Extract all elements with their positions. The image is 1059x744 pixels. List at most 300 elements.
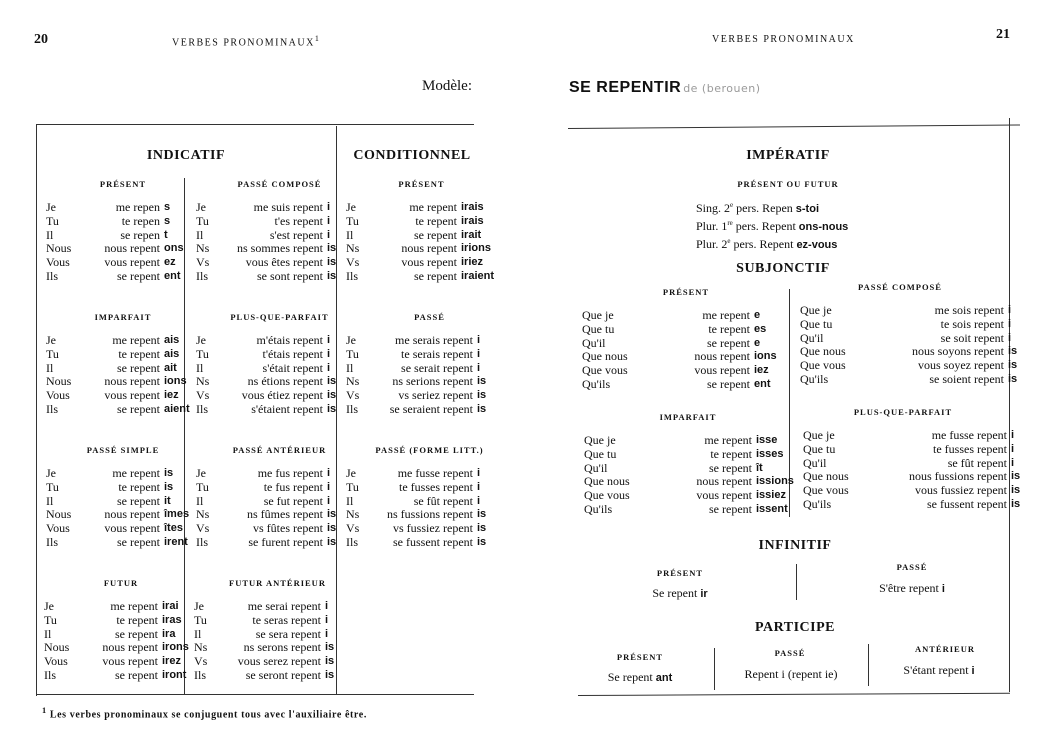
running-head-left bbox=[172, 34, 319, 48]
verb-stem: nous repent bbox=[102, 640, 158, 655]
pronoun: Ils bbox=[196, 534, 208, 549]
verb-stem: pers. Repent bbox=[730, 237, 797, 251]
conjugation-row bbox=[800, 332, 1017, 346]
verb-ending: is bbox=[1008, 345, 1018, 358]
verb-stem: me fusse repent bbox=[931, 428, 1007, 442]
form-stem: Repent i (repent ie) bbox=[744, 667, 838, 681]
verb-stem: se repent bbox=[117, 268, 160, 283]
conjugation-row bbox=[46, 201, 200, 215]
pronoun: Ils bbox=[346, 268, 358, 283]
tense-block-conditionnel-passe bbox=[346, 312, 513, 417]
verb-ending: ira bbox=[162, 627, 176, 640]
conjugation-row bbox=[194, 641, 361, 655]
tense-label: PASSÉ bbox=[414, 312, 445, 322]
conjugation-row bbox=[196, 256, 363, 270]
verb-stem: te serais repent bbox=[401, 346, 473, 361]
pronoun: Tu bbox=[44, 612, 57, 627]
verb-stem: nous repent bbox=[104, 241, 160, 256]
tense-label: PASSÉ COMPOSÉ bbox=[237, 179, 322, 189]
participe-present-form bbox=[580, 670, 700, 685]
conjugation-row bbox=[194, 628, 361, 642]
conjugation-row bbox=[196, 242, 363, 256]
verb-ending: i bbox=[327, 494, 331, 507]
conjugation-row bbox=[346, 403, 513, 417]
pronoun: Tu bbox=[346, 479, 359, 494]
pronoun: Que nous bbox=[582, 349, 628, 364]
conjugation-row bbox=[800, 373, 1017, 387]
verb-stem: me repent bbox=[110, 599, 158, 613]
conjugation-row bbox=[196, 536, 363, 550]
footnote-ref: 1 bbox=[314, 34, 319, 43]
verb-ending: is bbox=[1011, 484, 1021, 497]
participe-passe-form bbox=[726, 667, 856, 682]
verb-ending: issions bbox=[756, 475, 794, 488]
participe-anterieur-form bbox=[874, 663, 1004, 678]
conjugation-row bbox=[584, 489, 794, 503]
verb-stem: se repent bbox=[117, 360, 160, 375]
verb-stem: te repent bbox=[708, 321, 750, 336]
pronoun: Ns bbox=[346, 241, 360, 256]
pronoun: Vs bbox=[196, 388, 210, 403]
conjugation-row bbox=[196, 467, 363, 481]
conjugation-row bbox=[196, 215, 363, 229]
verb-ending: is bbox=[477, 535, 487, 548]
verb-ending: is bbox=[477, 375, 487, 388]
pronoun: Que je bbox=[800, 303, 832, 317]
verb-stem: se fussent repent bbox=[927, 496, 1007, 511]
verb-ending: i bbox=[1011, 456, 1015, 469]
pronoun: Que je bbox=[582, 308, 614, 322]
conjugation-row bbox=[346, 242, 497, 256]
verb-ending: i bbox=[325, 627, 329, 640]
pronoun: Ns bbox=[196, 507, 210, 522]
conjugation-row bbox=[44, 628, 198, 642]
verb-ending: irons bbox=[162, 641, 189, 654]
pronoun: Il bbox=[196, 360, 204, 375]
verb-ending: is bbox=[327, 375, 337, 388]
tense-label: PASSÉ COMPOSÉ bbox=[858, 282, 942, 292]
verb-stem: vous repent bbox=[104, 255, 160, 270]
verb-stem: nous repent bbox=[104, 507, 160, 522]
tense-label: IMPARFAIT bbox=[659, 412, 717, 422]
conjugation-row bbox=[584, 462, 794, 476]
tense-label: PRÉSENT bbox=[99, 179, 147, 189]
conjugation-row bbox=[46, 481, 200, 495]
imperatif-row bbox=[696, 216, 848, 234]
conjugation-row bbox=[346, 270, 497, 284]
verb-stem: s'est repent bbox=[269, 227, 323, 242]
verb-stem: vous étiez repent bbox=[241, 388, 323, 403]
verb-ending: is bbox=[327, 508, 337, 521]
pronoun: Nous bbox=[44, 640, 70, 655]
pronoun: Que nous bbox=[584, 474, 630, 489]
verb-stem: vs fûtes repent bbox=[253, 521, 323, 536]
running-head-right: VERBES PRONOMINAUX bbox=[712, 34, 855, 45]
pronoun: Je bbox=[46, 200, 56, 214]
tense-block-indicatif-passe-simple bbox=[46, 445, 200, 550]
verb-ending: ent bbox=[754, 377, 771, 390]
verb-stem: se sera repent bbox=[255, 626, 321, 641]
verb-stem: se repent bbox=[117, 534, 160, 549]
verb-stem: t'étais repent bbox=[262, 346, 323, 361]
pronoun: Il bbox=[46, 493, 54, 508]
conjugation-row bbox=[346, 481, 513, 495]
verb-stem: te repent bbox=[116, 612, 158, 627]
pronoun: Il bbox=[46, 360, 54, 375]
verb-ending: i bbox=[327, 214, 331, 227]
verb-ending: is bbox=[325, 641, 335, 654]
conjugation-row bbox=[803, 443, 1020, 457]
table-top-border-left bbox=[36, 124, 474, 125]
pronoun: Ns bbox=[346, 507, 360, 522]
verb-ending: irent bbox=[164, 535, 188, 548]
pronoun: Qu'ils bbox=[582, 376, 611, 391]
verb-stem: ns fussions repent bbox=[387, 507, 473, 522]
verb-ending: is bbox=[1008, 372, 1018, 385]
verb-ending: irais bbox=[461, 214, 484, 227]
pronoun: Ils bbox=[194, 667, 206, 682]
pronoun: Tu bbox=[46, 346, 59, 361]
verb-ending: is bbox=[327, 269, 337, 282]
conjugation-row bbox=[46, 362, 200, 376]
verb-stem: se repent bbox=[414, 227, 457, 242]
verb-ending: ez-vous bbox=[796, 239, 838, 251]
verb-ending: i bbox=[477, 347, 481, 360]
pronoun: Vs bbox=[196, 521, 210, 536]
verb-stem: se soit repent bbox=[940, 330, 1004, 345]
verb-ending: aient bbox=[164, 402, 190, 415]
conjugation-row bbox=[46, 403, 200, 417]
verb-stem: vous repent bbox=[102, 654, 158, 669]
conjugation-row bbox=[196, 495, 363, 509]
conjugation-row bbox=[194, 600, 361, 614]
verb-stem: te repent bbox=[415, 213, 457, 228]
verb-ending: issiez bbox=[756, 489, 786, 502]
mood-title-infinitif: INFINITIF bbox=[758, 538, 832, 553]
conjugation-row bbox=[46, 467, 200, 481]
running-head-text: VERBES PRONOMINAUX bbox=[172, 37, 315, 49]
verb-stem: t'es repent bbox=[274, 213, 323, 228]
footnote-marker: 1 bbox=[42, 706, 47, 715]
verb-ending: e bbox=[754, 309, 761, 321]
verb-ending: is bbox=[477, 402, 487, 415]
verb-stem: ns serons repent bbox=[243, 640, 321, 655]
verb-ending: i bbox=[327, 347, 331, 360]
pronoun: Tu bbox=[196, 346, 209, 361]
verb-stem: pers. Repent bbox=[732, 219, 799, 233]
verb-ending: iriez bbox=[461, 256, 484, 269]
pronoun: Ils bbox=[44, 667, 56, 682]
verb-ending: is bbox=[164, 467, 174, 479]
verb-ending: i bbox=[477, 480, 481, 493]
tense-block-indicatif-present bbox=[46, 179, 200, 284]
verb-stem: te repent bbox=[118, 479, 160, 494]
conjugation-row bbox=[584, 503, 794, 517]
pronoun: Qu'ils bbox=[800, 371, 829, 386]
infinitif-divider bbox=[796, 564, 797, 600]
pronoun: Il bbox=[194, 626, 202, 641]
conjugation-row bbox=[196, 348, 363, 362]
conjugation-row bbox=[46, 389, 200, 403]
verb-stem: se furent repent bbox=[248, 534, 323, 549]
tense-label: PLUS-QUE-PARFAIT bbox=[230, 312, 329, 322]
tense-block-indicatif-passe-anterieur bbox=[196, 445, 363, 550]
verb-stem: se repent bbox=[709, 501, 752, 516]
conjugation-row bbox=[346, 256, 497, 270]
pronoun: Ils bbox=[196, 268, 208, 283]
conjugation-row bbox=[46, 495, 200, 509]
pronoun: Tu bbox=[196, 213, 209, 228]
verb-ending: irai bbox=[162, 600, 179, 612]
conjugation-row bbox=[46, 348, 200, 362]
pronoun: Nous bbox=[46, 507, 72, 522]
tense-label: PASSÉ (FORME LITT.) bbox=[375, 445, 484, 455]
pronoun: Ils bbox=[46, 401, 58, 416]
verb-stem: vous repent bbox=[104, 388, 160, 403]
tense-block-subjonctif-passe-compose bbox=[800, 282, 1017, 387]
conjugation-row bbox=[582, 323, 790, 337]
verb-stem: se repent bbox=[117, 401, 160, 416]
verb-stem: vous êtes repent bbox=[245, 255, 323, 270]
pronoun: Il bbox=[346, 227, 354, 242]
form-stem: Se repent bbox=[607, 670, 656, 684]
table-right-border bbox=[1009, 118, 1010, 692]
verb-stem: ns fûmes repent bbox=[247, 507, 323, 522]
verb-stem: se seront repent bbox=[245, 667, 321, 682]
pronoun: Je bbox=[346, 200, 356, 214]
person-number: Plur. 2 bbox=[696, 237, 728, 251]
pronoun: Ns bbox=[196, 241, 210, 256]
verb-ending: iras bbox=[162, 613, 182, 626]
verb-ending: e bbox=[754, 336, 761, 349]
verb-stem: me suis repent bbox=[253, 200, 323, 214]
pronoun: Il bbox=[196, 493, 204, 508]
verb-stem: nous soyons repent bbox=[912, 344, 1004, 359]
verb-ending: is bbox=[477, 522, 487, 535]
conjugation-row bbox=[800, 359, 1017, 373]
verb-ending: îtes bbox=[164, 522, 183, 535]
form-stem: S'être repent bbox=[879, 581, 942, 595]
imperatif-row bbox=[696, 198, 848, 216]
conjugation-row bbox=[346, 201, 497, 215]
conjugation-row bbox=[346, 508, 513, 522]
verb-ending: is bbox=[164, 480, 174, 493]
tense-block-indicatif-passe-compose bbox=[196, 179, 363, 284]
model-label: Modèle: bbox=[422, 78, 472, 94]
verb-ending: is bbox=[327, 402, 337, 415]
conjugation-row bbox=[800, 318, 1017, 332]
tense-block-conditionnel-passe-litt bbox=[346, 445, 513, 550]
verb-stem: se soient repent bbox=[929, 371, 1004, 386]
verb-ending: ons-nous bbox=[798, 221, 849, 233]
verb-ending: isses bbox=[756, 447, 784, 460]
verb-ending: i bbox=[327, 480, 331, 493]
conjugation-row bbox=[46, 229, 200, 243]
conjugation-row bbox=[46, 215, 200, 229]
pronoun: Vous bbox=[46, 388, 70, 403]
page-number-left: 20 bbox=[34, 32, 48, 47]
pronoun: Tu bbox=[346, 213, 359, 228]
verb-stem: me repent bbox=[704, 433, 752, 447]
tense-block-indicatif-futur-anterieur bbox=[194, 578, 361, 683]
conjugation-row bbox=[346, 348, 513, 362]
verb-ending: ons bbox=[164, 242, 184, 255]
conjugation-row bbox=[44, 655, 198, 669]
pronoun: Ils bbox=[346, 534, 358, 549]
verb-ending: i bbox=[1008, 304, 1012, 316]
verb-ending: iront bbox=[162, 668, 187, 681]
verb-ending: i bbox=[327, 361, 331, 374]
verb-ending: ît bbox=[756, 461, 763, 474]
ordinal-suffix: e bbox=[730, 201, 734, 209]
verb-ending: i bbox=[327, 334, 331, 346]
verb-stem: vous repent bbox=[694, 363, 750, 378]
verb-ending: it bbox=[164, 494, 171, 507]
verb-ending: es bbox=[754, 322, 767, 335]
pronoun: Ils bbox=[346, 401, 358, 416]
page-number-right: 21 bbox=[996, 27, 1010, 42]
verb-title bbox=[569, 79, 761, 97]
conjugation-row bbox=[346, 467, 513, 481]
verb-ending: isse bbox=[756, 434, 778, 446]
verb-stem: te repent bbox=[118, 346, 160, 361]
verb-stem: me repent bbox=[112, 333, 160, 347]
conjugation-row bbox=[196, 270, 363, 284]
conjugation-row bbox=[196, 334, 363, 348]
verb-stem: se repent bbox=[414, 268, 457, 283]
conjugation-row bbox=[196, 508, 363, 522]
conjugation-row bbox=[803, 470, 1020, 484]
verb-ending: i bbox=[327, 467, 331, 479]
tense-label: IMPARFAIT bbox=[94, 312, 152, 322]
conjugation-row bbox=[196, 362, 363, 376]
verb-ending: t bbox=[164, 228, 168, 241]
pronoun: Il bbox=[46, 227, 54, 242]
verb-stem: nous repent bbox=[696, 474, 752, 489]
conjugation-row bbox=[44, 600, 198, 614]
verb-stem: se repen bbox=[120, 227, 160, 242]
verb-ending: ez bbox=[164, 256, 176, 269]
tense-label: PLUS-QUE-PARFAIT bbox=[853, 407, 953, 417]
pronoun: Que vous bbox=[800, 358, 846, 373]
verb-stem: te repent bbox=[710, 446, 752, 461]
mood-title-subjonctif: SUBJONCTIF bbox=[736, 261, 830, 276]
pronoun: Je bbox=[196, 333, 206, 347]
verb-ending: is bbox=[327, 242, 337, 255]
verb-stem: vous repent bbox=[696, 488, 752, 503]
tense-label: PASSÉ ANTÉRIEUR bbox=[232, 445, 327, 455]
pronoun: Vs bbox=[346, 388, 360, 403]
pronoun: Que nous bbox=[803, 469, 849, 484]
verb-ending: i bbox=[477, 334, 481, 346]
verb-stem: vous soyez repent bbox=[918, 358, 1004, 373]
conjugation-row bbox=[46, 522, 200, 536]
pronoun: Il bbox=[196, 227, 204, 242]
pronoun: Vs bbox=[196, 255, 210, 270]
verb-stem: se repent bbox=[115, 667, 158, 682]
participe-divider-2 bbox=[868, 644, 869, 686]
verb-stem: te fus repent bbox=[263, 479, 323, 494]
verb-stem: ns serions repent bbox=[392, 374, 473, 389]
pronoun: Qu'il bbox=[582, 335, 606, 350]
pronoun: Il bbox=[44, 626, 52, 641]
tense-label-imperatif: PRÉSENT OU FUTUR bbox=[737, 179, 839, 189]
pronoun: Il bbox=[346, 493, 354, 508]
verb-stem: me repent bbox=[409, 200, 457, 214]
pronoun: Je bbox=[196, 200, 206, 214]
verb-ending: is bbox=[327, 389, 337, 402]
verb-stem: te sois repent bbox=[940, 316, 1004, 331]
verb-ending: s bbox=[164, 201, 171, 213]
conjugation-row bbox=[582, 364, 790, 378]
tense-label: PRÉSENT bbox=[398, 179, 445, 189]
conjugation-row bbox=[194, 614, 361, 628]
tense-block-indicatif-futur bbox=[44, 578, 198, 683]
form-ending: ant bbox=[655, 672, 673, 684]
conjugation-row bbox=[803, 457, 1020, 471]
form-stem: Se repent bbox=[652, 586, 701, 600]
verb-stem: me fus repent bbox=[257, 466, 323, 480]
pronoun: Nous bbox=[46, 241, 72, 256]
verb-ending: i bbox=[327, 228, 331, 241]
pronoun: Que tu bbox=[582, 321, 615, 336]
verb-ending: i bbox=[1011, 442, 1015, 455]
verb-stem: se seraient repent bbox=[389, 401, 473, 416]
verb-ending: is bbox=[327, 256, 337, 269]
verb-stem: nous repent bbox=[104, 374, 160, 389]
conjugation-row bbox=[800, 345, 1017, 359]
pronoun: Tu bbox=[46, 479, 59, 494]
verb-ending: irait bbox=[461, 228, 482, 241]
tense-label-participe-anterieur: ANTÉRIEUR bbox=[914, 644, 975, 654]
conjugation-row bbox=[46, 242, 200, 256]
conjugation-row bbox=[803, 429, 1020, 443]
pronoun: Vs bbox=[346, 521, 360, 536]
verb-ending: s-toi bbox=[795, 203, 820, 215]
pronoun: Ns bbox=[194, 640, 208, 655]
pronoun: Je bbox=[196, 466, 206, 480]
conjugation-row bbox=[346, 536, 513, 550]
pronoun: Ils bbox=[46, 268, 58, 283]
tense-block-indicatif-plus-que-parfait bbox=[196, 312, 363, 417]
tense-label-participe-passe: PASSÉ bbox=[774, 648, 806, 658]
pronoun: Je bbox=[346, 466, 356, 480]
verb-stem: te fusses repent bbox=[933, 441, 1007, 456]
verb-ending: is bbox=[1011, 470, 1021, 483]
pronoun: Tu bbox=[196, 479, 209, 494]
pronoun: Que nous bbox=[800, 344, 846, 359]
pronoun: Que vous bbox=[584, 488, 630, 503]
pronoun: Ns bbox=[196, 374, 210, 389]
pronoun: Que je bbox=[803, 428, 835, 442]
conjugation-row bbox=[194, 669, 361, 683]
mood-title-participe: PARTICIPE bbox=[755, 620, 835, 635]
verb-stem: me repent bbox=[702, 308, 750, 322]
tense-block-indicatif-imparfait bbox=[46, 312, 200, 417]
verb-ending: îmes bbox=[164, 508, 190, 521]
verb-stem: vous repent bbox=[401, 255, 457, 270]
verb-ending: ent bbox=[164, 269, 181, 282]
verb-stem: vs fussiez repent bbox=[393, 521, 473, 536]
pronoun: Vs bbox=[194, 654, 208, 669]
pronoun: Vous bbox=[44, 654, 68, 669]
verb-stem: se repent bbox=[117, 493, 160, 508]
pronoun: Tu bbox=[346, 346, 359, 361]
mood-title-indicatif: INDICATIF bbox=[146, 148, 226, 163]
verb-stem: se fut repent bbox=[263, 493, 323, 508]
conjugation-row bbox=[346, 495, 513, 509]
conjugation-row bbox=[346, 389, 513, 403]
